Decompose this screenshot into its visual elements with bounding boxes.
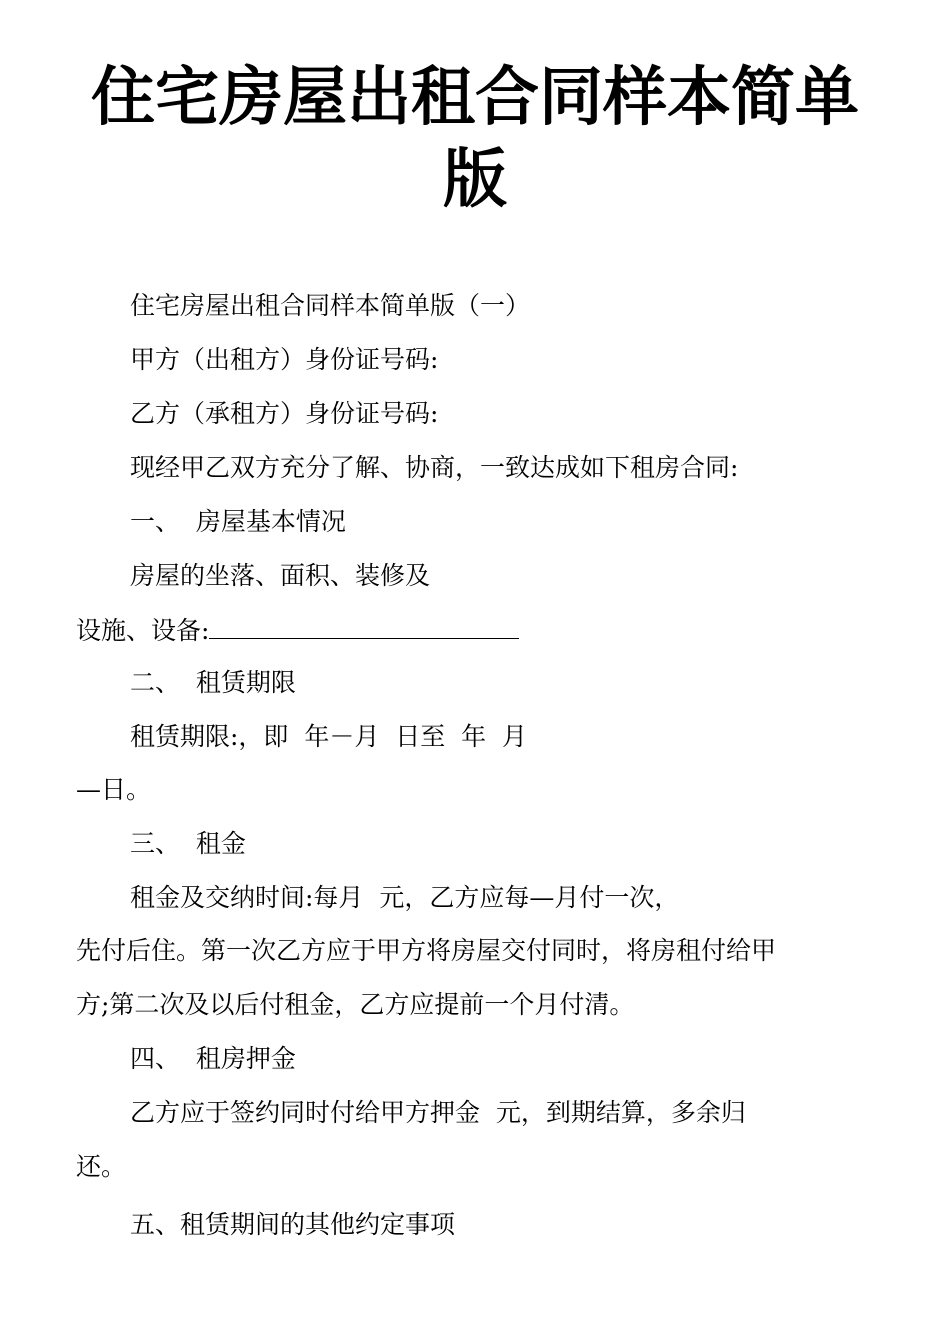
rent-payment-line-3: 方;第二次及以后付租金，乙方应提前一个月付清。 [76,990,635,1019]
lease-term-line: 租赁期限:，即 年－月 日至 年 月 [130,722,527,751]
rent-payment-line-2: 先付后住。第一次乙方应于甲方将房屋交付同时，将房租付给甲 [76,936,777,965]
section-heading-1: 一、 房屋基本情况 [130,507,346,536]
agreement-intro: 现经甲乙双方充分了解、协商，一致达成如下租房合同: [130,453,739,482]
party-b-id-line: 乙方（承租方）身份证号码: [130,399,439,428]
section-heading-4: 四、 租房押金 [130,1044,296,1073]
document-title-line-1: 住宅房屋出租合同样本简单 [91,61,859,135]
facilities-blank [209,612,519,639]
rent-payment-line: 租金及交纳时间:每月 元，乙方应每—月付一次， [130,883,680,912]
deposit-line: 乙方应于签约同时付给甲方押金 元，到期结算，多余归 [130,1098,746,1127]
section-heading-3: 三、 租金 [130,829,246,858]
facilities-label: 设施、设备: [76,616,210,645]
document-title-line-2: 版 [443,143,507,217]
house-details-line: 房屋的坐落、面积、装修及 [130,561,431,590]
facilities-line [76,612,519,648]
contract-subtitle: 住宅房屋出租合同样本简单版（一） [130,291,531,320]
section-heading-5: 五、租赁期间的其他约定事项 [130,1210,456,1239]
party-a-id-line: 甲方（出租方）身份证号码: [130,345,439,374]
lease-term-end: —日。 [76,775,152,804]
section-heading-2: 二、 租赁期限 [130,668,296,697]
deposit-line-end: 还。 [76,1152,127,1181]
